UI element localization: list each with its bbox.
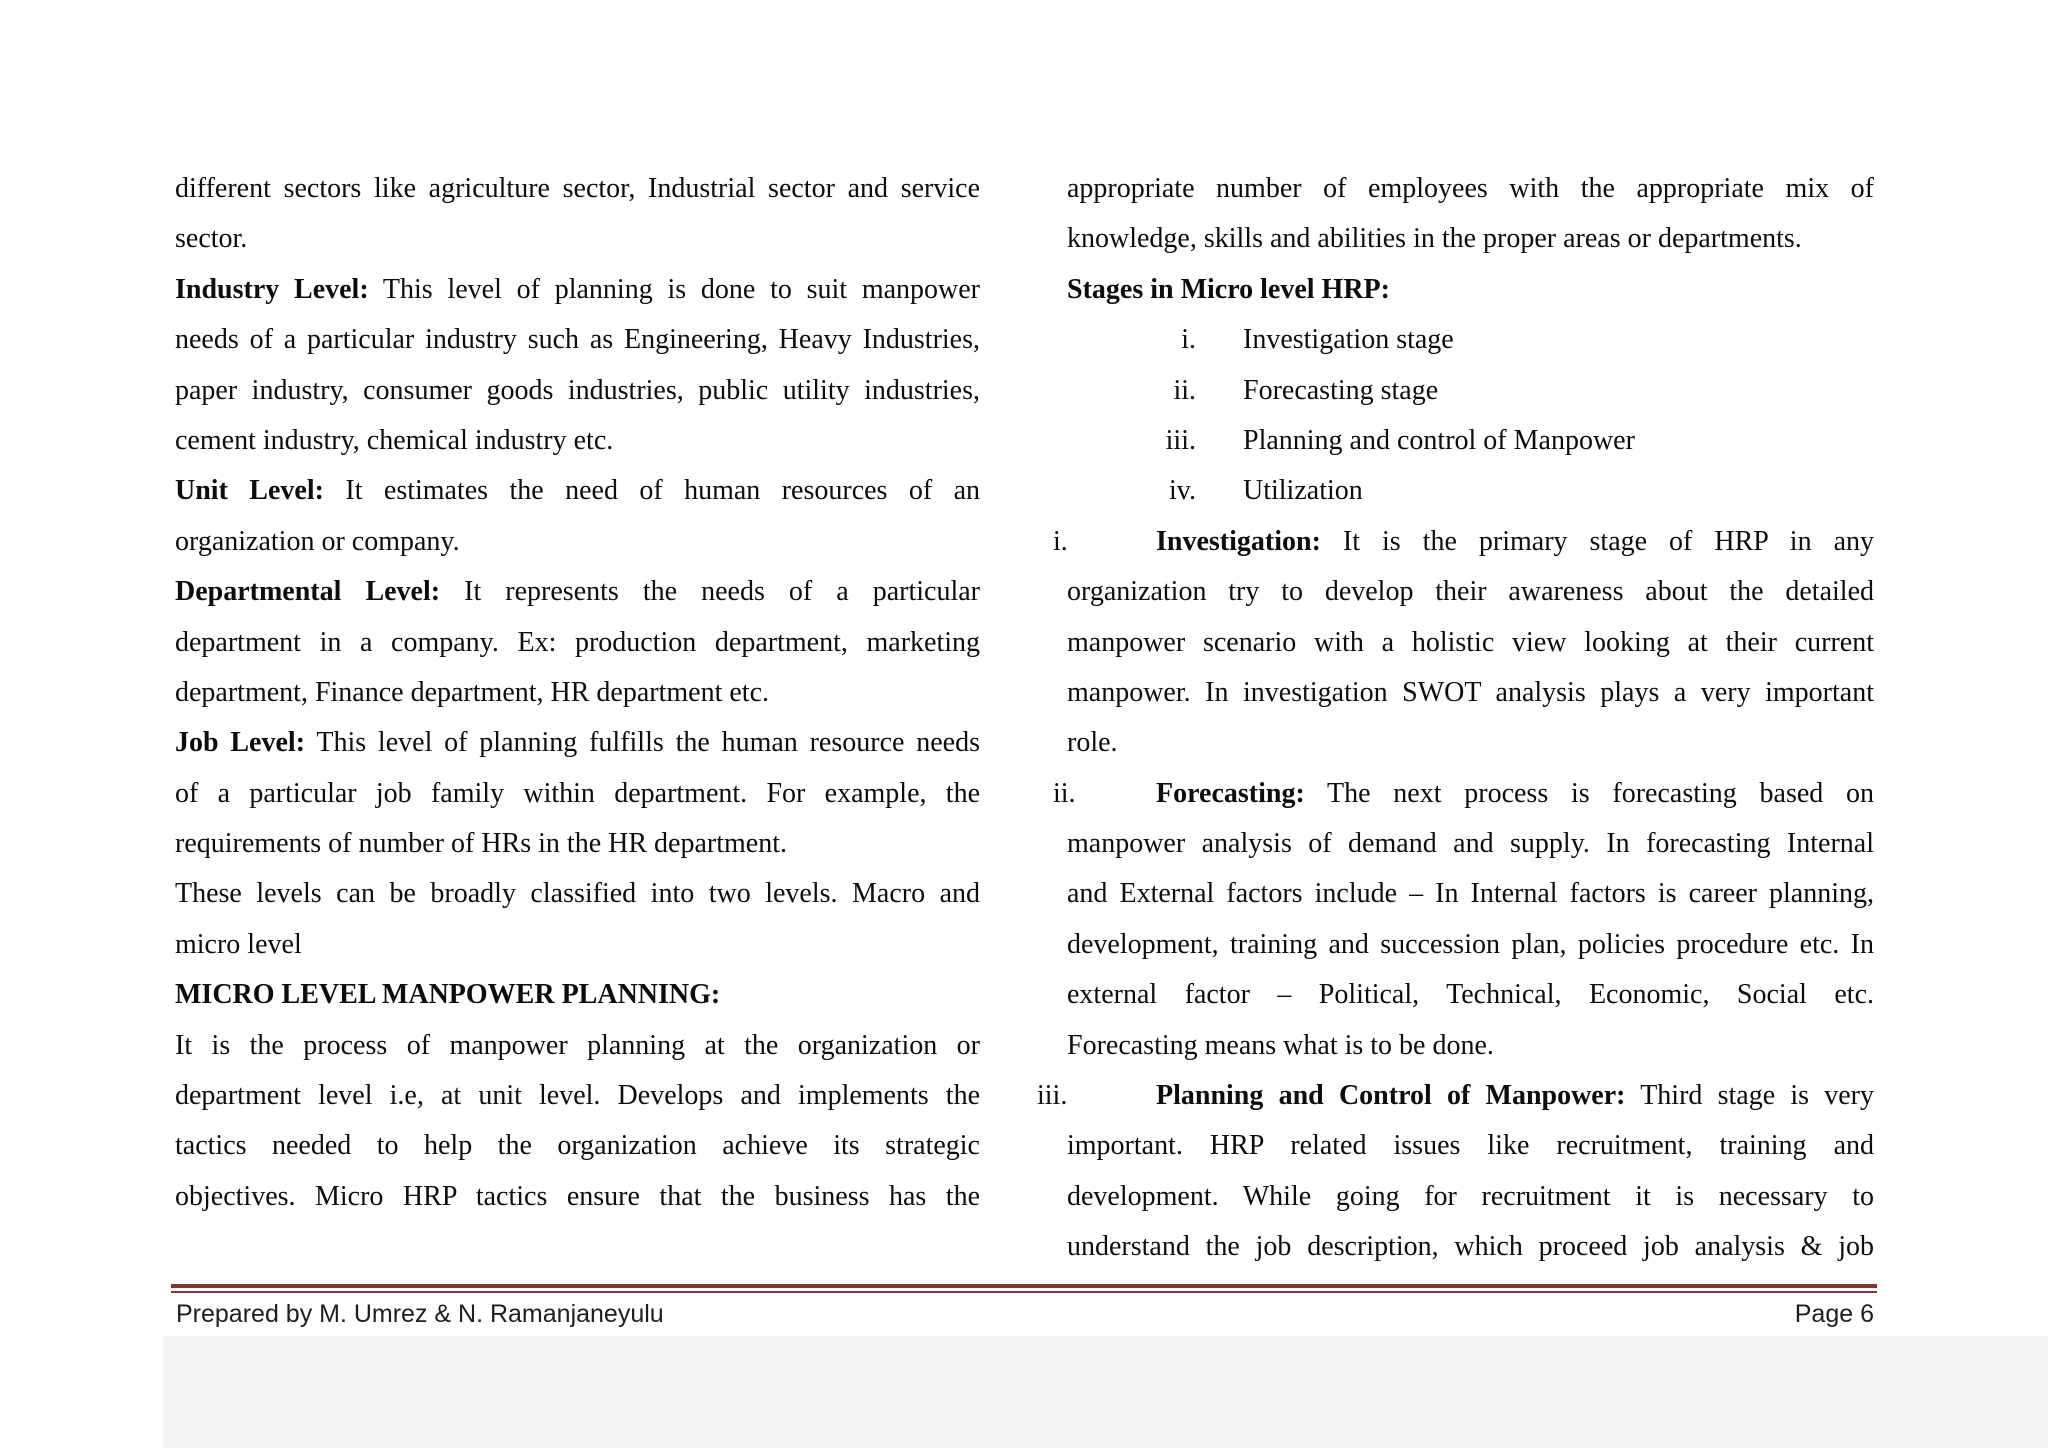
text-line	[175, 466, 980, 516]
paragraph-industry-level	[175, 265, 980, 467]
footer-author: Prepared by M. Umrez & N. Ramanjaneyulu	[176, 1300, 664, 1328]
text-line: of a particular job family within department. For example, the	[175, 777, 980, 809]
list-item-text: Investigation stage	[1243, 324, 1454, 356]
text-line: tactics needed to help the organization achieve its strategic	[175, 1130, 980, 1162]
paragraph-numeral: iii.	[1037, 1080, 1068, 1112]
text-line: external factor – Political, Technical, Economic, Social etc.	[1067, 979, 1874, 1011]
text-line: development. While going for recruitment it is necessary to	[1067, 1180, 1874, 1212]
text-line: objectives. Micro HRP tactics ensure that the business has the	[175, 1180, 980, 1212]
text-line	[175, 718, 980, 768]
text-line: sector.	[175, 223, 248, 255]
text-line: and External factors include – In Internal factors is career planning,	[1067, 878, 1874, 910]
section-heading: MICRO LEVEL MANPOWER PLANNING:	[175, 979, 721, 1011]
text-line: manpower scenario with a holistic view looking at their current	[1067, 626, 1874, 658]
paragraph-planning-control	[1037, 1071, 1875, 1273]
list-item	[1067, 315, 1874, 365]
paragraph-departmental-level	[175, 567, 980, 718]
text-line	[175, 265, 980, 315]
text-line: requirements of number of HRs in the HR department.	[175, 828, 787, 860]
text-line: different sectors like agriculture sector, Industrial sector and service	[175, 173, 980, 204]
paragraph-forecasting	[1053, 769, 1875, 1071]
text-line: manpower analysis of demand and supply. In forecasting Internal	[1067, 828, 1874, 860]
text-line: organization try to develop their awareness about the detailed	[1067, 576, 1874, 608]
text-line: cement industry, chemical industry etc.	[175, 424, 614, 456]
list-item-text: Utilization	[1243, 475, 1363, 507]
paragraph-numeral: i.	[1053, 525, 1068, 557]
text-run: It is the primary stage of HRP in any	[1342, 525, 1874, 557]
list-item	[1067, 366, 1874, 416]
paragraph-unit-level	[175, 466, 980, 567]
term-label: Industry Level:	[175, 273, 369, 305]
paragraph-continuation	[1067, 164, 1874, 265]
paragraph-intro	[175, 164, 980, 265]
text-run: It estimates the need of human resources of an	[345, 475, 981, 507]
text-line: understand the job description, which proceed job analysis & job	[1067, 1231, 1874, 1263]
list-item	[1067, 416, 1874, 466]
term-label: Planning and Control of Manpower:	[1156, 1080, 1626, 1112]
page-number: Page 6	[1794, 1300, 1874, 1328]
text-line	[1053, 769, 1875, 819]
list-numeral: i.	[1181, 324, 1196, 356]
text-run: This level of planning fulfills the human resource needs	[316, 727, 980, 759]
list-numeral: ii.	[1173, 374, 1196, 406]
text-line: micro level	[175, 928, 302, 960]
list-numeral: iii.	[1165, 424, 1196, 456]
text-line: department level i.e, at unit level. Develops and implements the	[175, 1080, 980, 1112]
text-line: Forecasting means what is to be done.	[1067, 1029, 1494, 1061]
text-line: manpower. In investigation SWOT analysis plays a very important	[1067, 676, 1874, 708]
subsection-heading: Stages in Micro level HRP:	[1067, 273, 1390, 305]
text-line: department in a company. Ex: production department, marketing	[175, 626, 980, 658]
text-line: These levels can be broadly classified into two levels. Macro and	[175, 878, 980, 910]
text-line: role.	[1067, 727, 1118, 759]
text-line: development, training and succession plan, policies procedure etc. In	[1067, 928, 1874, 960]
text-line	[1037, 1071, 1875, 1121]
text-line: appropriate number of employees with the appropriate mix of	[1067, 173, 1874, 204]
paragraph-investigation	[1053, 517, 1874, 769]
term-label: Forecasting:	[1156, 777, 1305, 809]
text-line: important. HRP related issues like recruitment, training and	[1067, 1130, 1874, 1162]
paragraph-micro-definition	[175, 1021, 980, 1223]
scan-shading	[163, 1336, 2048, 1448]
term-label: Departmental Level:	[175, 576, 441, 608]
text-line: It is the process of manpower planning at the organization or	[175, 1029, 980, 1061]
list-numeral: iv.	[1169, 475, 1196, 507]
paragraph-job-level	[175, 718, 980, 869]
text-line: paper industry, consumer goods industries, public utility industries,	[175, 374, 980, 406]
term-label: Unit Level:	[175, 475, 324, 507]
list-item-text: Planning and control of Manpower	[1243, 424, 1635, 456]
text-run: This level of planning is done to suit manpower	[382, 273, 980, 305]
left-column	[175, 164, 980, 1222]
text-run: The next process is forecasting based on	[1327, 777, 1875, 809]
text-line	[175, 567, 980, 617]
footer-rule-thick	[171, 1284, 1877, 1288]
paragraph-numeral: ii.	[1053, 777, 1076, 809]
right-column	[1037, 164, 1875, 1273]
text-line: organization or company.	[175, 525, 460, 557]
paragraph-classification	[175, 869, 980, 970]
text-line: knowledge, skills and abilities in the proper areas or departments.	[1067, 223, 1802, 255]
text-run: It represents the needs of a particular	[464, 576, 980, 608]
stages-list	[1067, 315, 1874, 517]
list-item	[1067, 466, 1874, 516]
text-line: department, Finance department, HR department etc.	[175, 676, 770, 708]
text-line	[1053, 517, 1874, 567]
list-item-text: Forecasting stage	[1243, 374, 1439, 406]
term-label: Job Level:	[175, 727, 306, 759]
footer-rule-thin	[171, 1291, 1877, 1293]
text-run: Third stage is very	[1640, 1080, 1875, 1112]
term-label: Investigation:	[1156, 525, 1321, 557]
text-line: needs of a particular industry such as Engineering, Heavy Industries,	[175, 324, 980, 356]
